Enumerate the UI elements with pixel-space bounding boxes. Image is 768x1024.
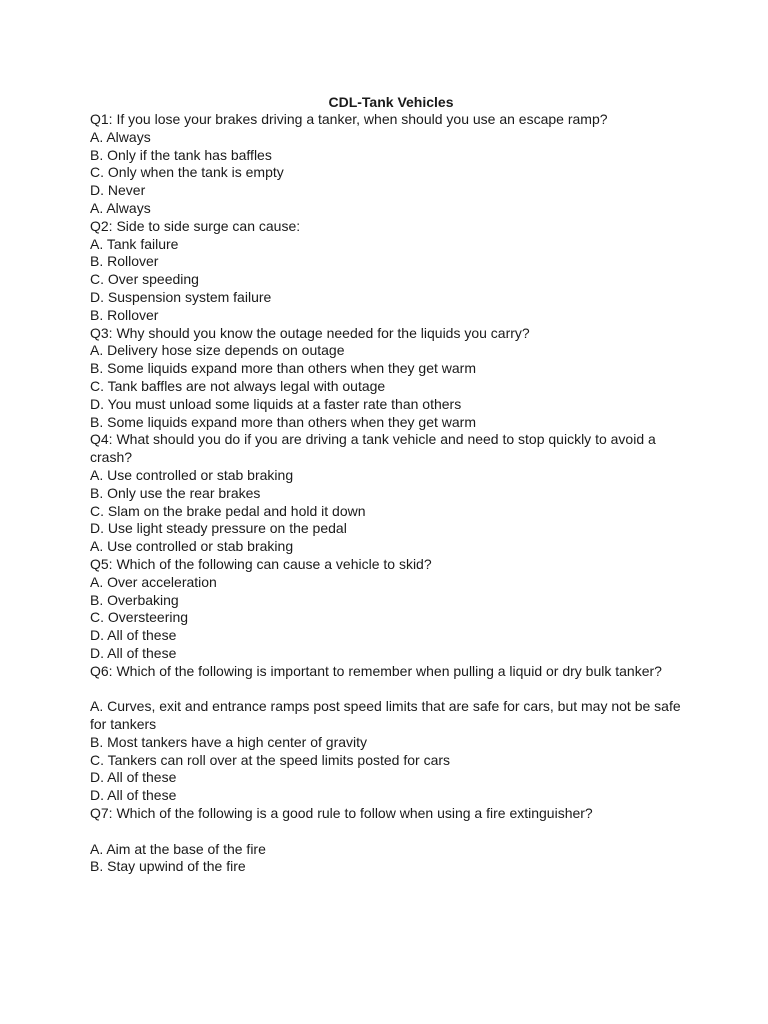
q4-option-a: A. Use controlled or stab braking xyxy=(90,466,294,483)
blank-line xyxy=(90,681,690,699)
q5-option-d: D. All of these xyxy=(90,627,177,644)
q3-option-b: B. Some liquids expand more than others when they get warm xyxy=(90,360,476,377)
q7-option-a: A. Aim at the base of the fire xyxy=(90,840,266,857)
q6-option-c: C. Tankers can roll over at the speed limits posted for cars xyxy=(90,751,451,768)
q2-option-c: C. Over speeding xyxy=(90,271,199,288)
q2-option-a: A. Tank failure xyxy=(90,235,179,252)
q1-option-d: D. Never xyxy=(90,182,146,199)
q7-question: Q7: Which of the following is a good rule to follow when using a fire extinguisher? xyxy=(90,805,593,822)
q4-option-b: B. Only use the rear brakes xyxy=(90,484,261,501)
q3-option-c: C. Tank baffles are not always legal with outage xyxy=(90,377,386,394)
q3-option-a: A. Delivery hose size depends on outage xyxy=(90,342,345,359)
blank-line xyxy=(90,823,690,841)
q6-option-a: A. Curves, exit and entrance ramps post speed limits that are safe for cars, but may not be safe for tankers xyxy=(90,698,681,733)
q5-option-b: B. Overbaking xyxy=(90,591,179,608)
q4-option-c: C. Slam on the brake pedal and hold it down xyxy=(90,502,366,519)
q4-answer: A. Use controlled or stab braking xyxy=(90,538,294,555)
q5-answer: D. All of these xyxy=(90,644,177,661)
document-body xyxy=(90,111,690,876)
document-page xyxy=(90,93,690,876)
q5-question: Q5: Which of the following can cause a vehicle to skid? xyxy=(90,555,432,572)
q3-answer: B. Some liquids expand more than others when they get warm xyxy=(90,413,476,430)
q2-question: Q2: Side to side surge can cause: xyxy=(90,217,301,234)
q6-option-d: D. All of these xyxy=(90,769,177,786)
q1-question: Q1: If you lose your brakes driving a tanker, when should you use an escape ramp? xyxy=(90,111,608,127)
q5-option-c: C. Oversteering xyxy=(90,609,189,626)
q6-question: Q6: Which of the following is important to remember when pulling a liquid or dry bulk tanker? xyxy=(90,662,662,679)
q2-option-d: D. Suspension system failure xyxy=(90,288,272,305)
q3-question: Q3: Why should you know the outage needed for the liquids you carry? xyxy=(90,324,530,341)
q5-option-a: A. Over acceleration xyxy=(90,573,217,590)
q6-option-b: B. Most tankers have a high center of gravity xyxy=(90,733,368,750)
q2-option-b: B. Rollover xyxy=(90,253,159,270)
q2-answer: B. Rollover xyxy=(90,306,159,323)
q4-question: Q4: What should you do if you are driving a tank vehicle and need to stop quickly to avoid a crash? xyxy=(90,431,656,466)
q1-option-b: B. Only if the tank has baffles xyxy=(90,146,272,163)
q3-option-d: D. You must unload some liquids at a faster rate than others xyxy=(90,395,462,412)
q4-option-d: D. Use light steady pressure on the pedal xyxy=(90,520,347,537)
q1-option-a: A. Always xyxy=(90,128,151,145)
q7-option-b: B. Stay upwind of the fire xyxy=(90,858,246,875)
q1-answer: A. Always xyxy=(90,199,151,216)
q1-option-c: C. Only when the tank is empty xyxy=(90,164,284,181)
document-title: CDL-Tank Vehicles xyxy=(328,94,454,110)
q6-answer: D. All of these xyxy=(90,787,177,804)
